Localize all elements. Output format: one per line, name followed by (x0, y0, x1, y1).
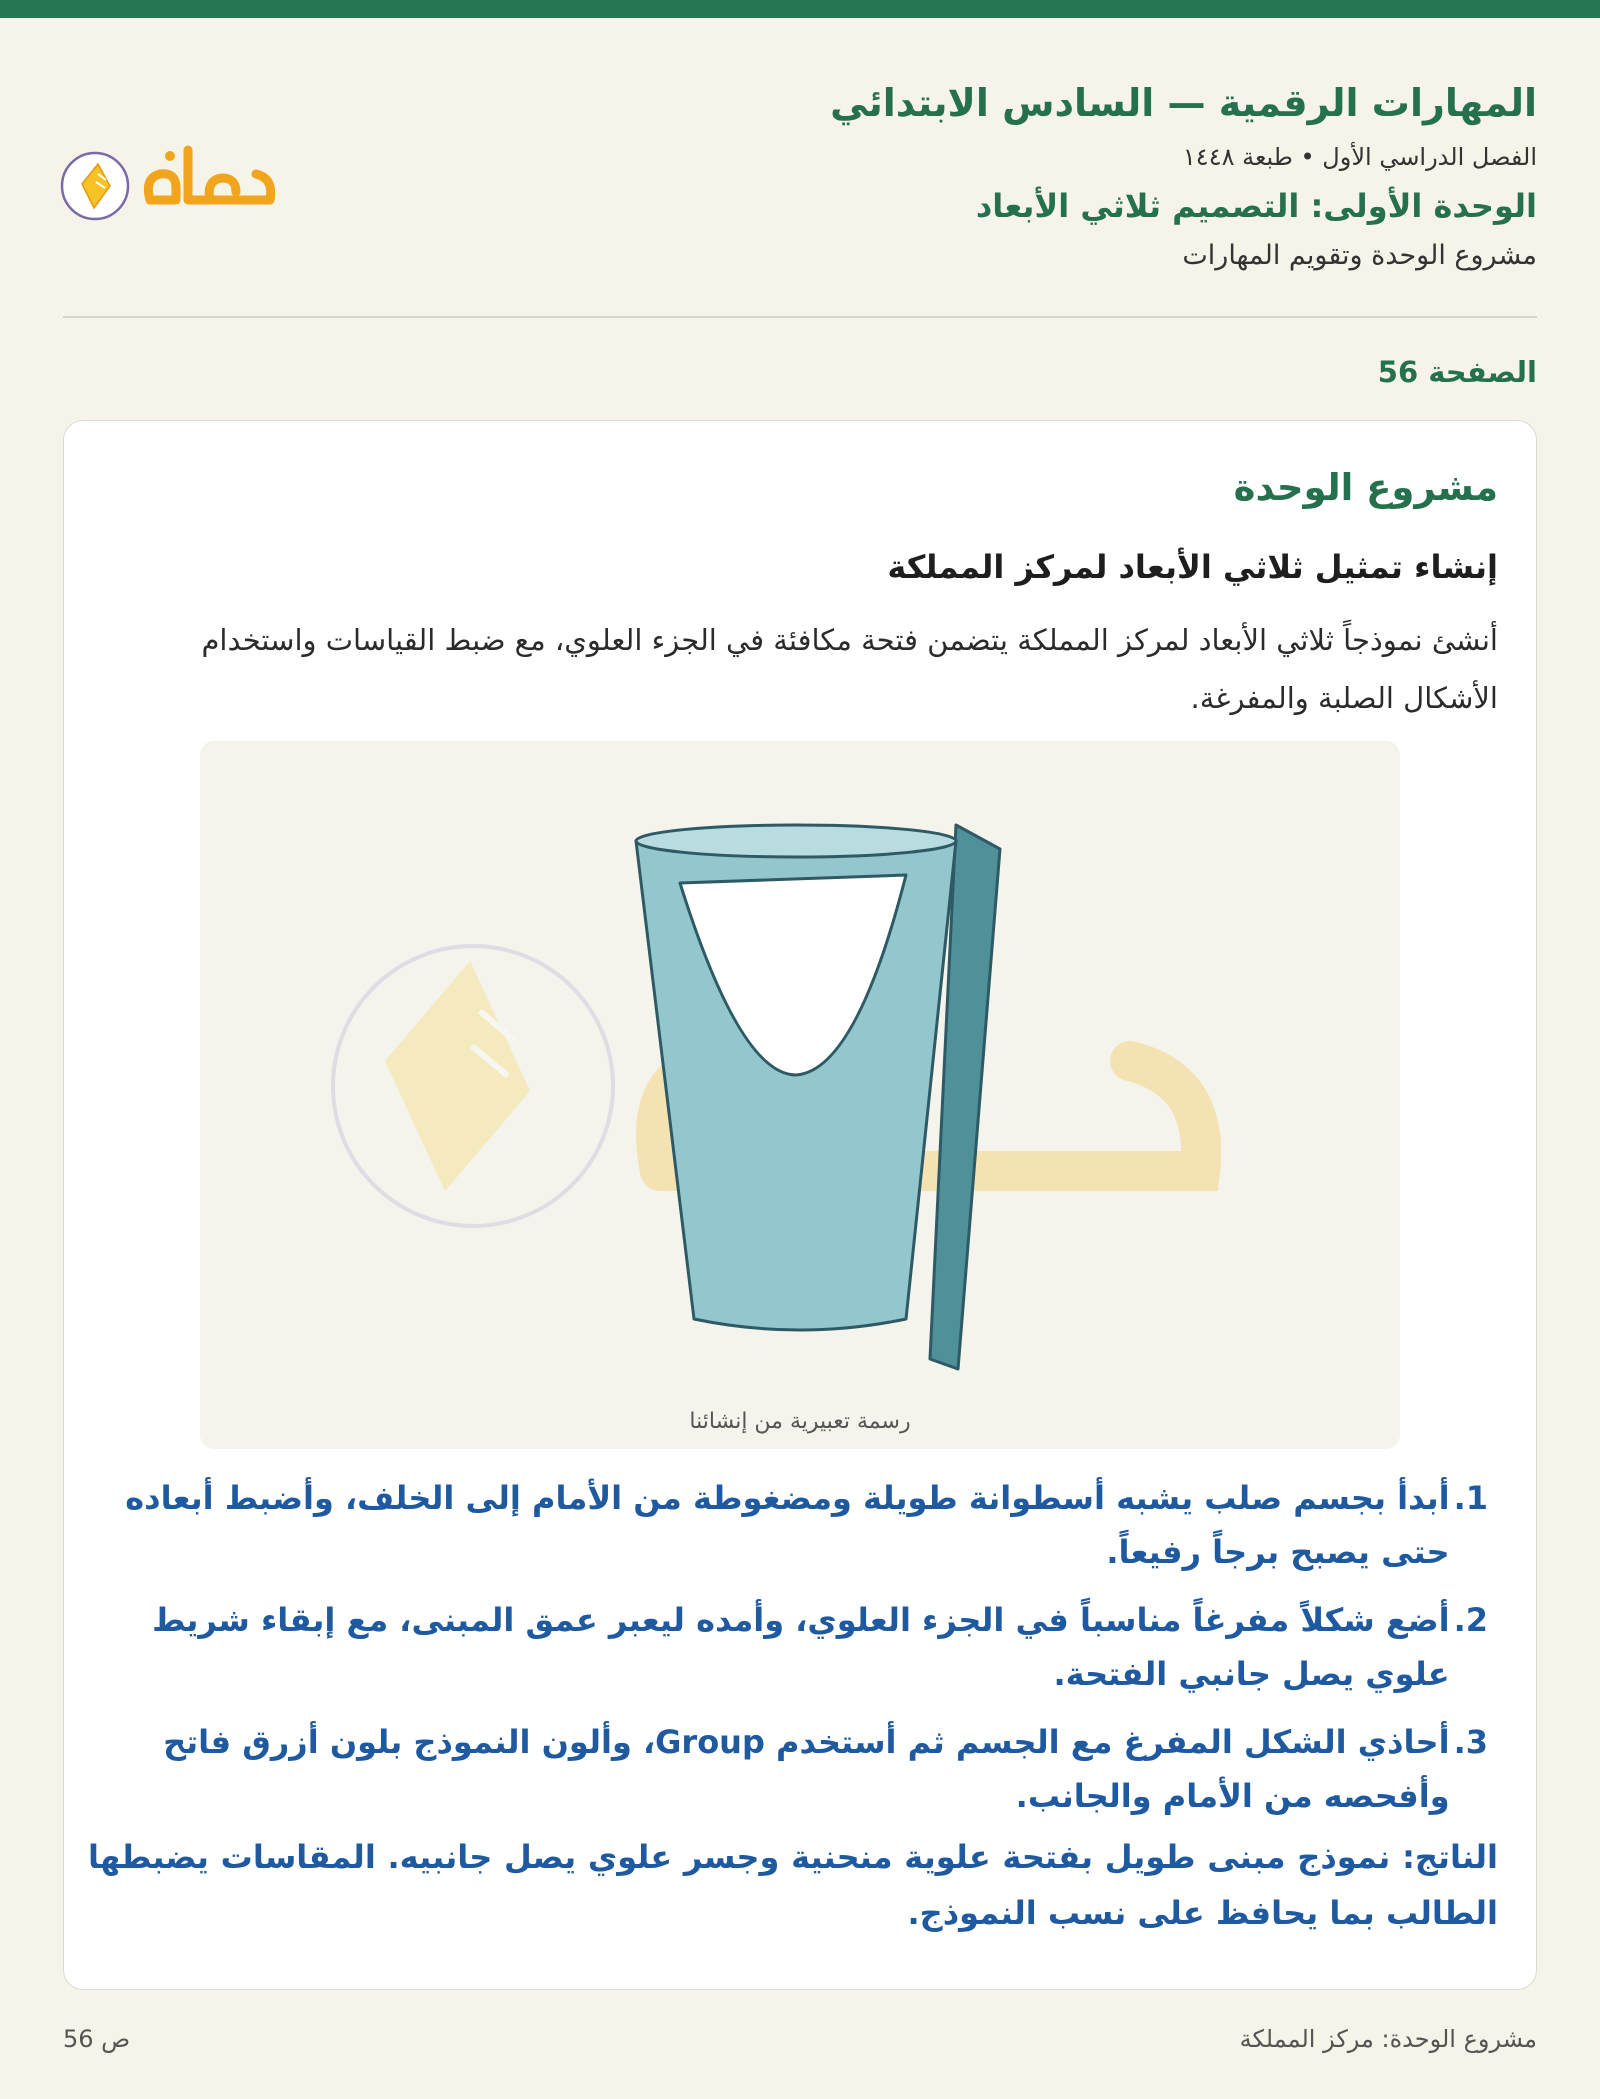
list-item (78, 1471, 1498, 1579)
section-title: مشروع الوحدة (1233, 466, 1498, 509)
tower-illustration (200, 741, 1400, 1449)
unit-subtitle: مشروع الوحدة وتقويم المهارات (1182, 240, 1537, 271)
book-title: المهارات الرقمية — السادس الابتدائي (830, 81, 1537, 125)
intro-paragraph: أنشئ نموذجاً ثلاثي الأبعاد لمركز المملكة يتضمن فتحة مكافئة في الجزء العلوي، مع ضبط القياسات واستخدام الأشكال الصلبة والمفرغة. (201, 623, 1498, 715)
page-header (437, 78, 1537, 274)
hulul-logo (60, 128, 280, 228)
header-divider (63, 316, 1537, 318)
step-text: أبدأ بجسم صلب يشبه أسطوانة طويلة ومضغوطة من الأمام إلى الخلف، وأضبط أبعاده حتى يصبح برجاً رفيعاً. (125, 1479, 1450, 1571)
list-item (78, 1715, 1498, 1823)
top-accent-bar (0, 0, 1600, 18)
figure-caption: رسمة تعبيرية من إنشائنا (689, 1409, 911, 1434)
step-text: أضع شكلاً مفرغاً مناسباً في الجزء العلوي، وأمده ليعبر عمق المبنى، مع إبقاء شريط علوي يصل جانبي الفتحة. (152, 1601, 1450, 1693)
unit-title: الوحدة الأولى: التصميم ثلاثي الأبعاد (975, 187, 1537, 225)
step-number: 2. (1453, 1601, 1488, 1639)
edition-line: الفصل الدراسي الأول • طبعة ١٤٤٨ (1182, 143, 1537, 171)
lesson-title: إنشاء تمثيل ثلاثي الأبعاد لمركز المملكة (887, 548, 1498, 586)
step-number: 1. (1453, 1479, 1488, 1517)
result-paragraph: الناتج: نموذج مبنى طويل بفتحة علوية منحنية وجسر علوي يصل جانبيه. المقاسات يضبطها الطالب بما يحافظ على نسب النموذج. (88, 1838, 1498, 1932)
step-text: أحاذي الشكل المفرغ مع الجسم ثم أستخدم Group، وألون النموذج بلون أزرق فاتح وأفحصه من الأمام والجانب. (163, 1723, 1450, 1815)
tower-model (636, 825, 1000, 1369)
footer-page-number: ص 56 (63, 2025, 131, 2053)
step-number: 3. (1453, 1723, 1488, 1761)
page-label: الصفحة 56 (1377, 355, 1537, 389)
steps-list (78, 1471, 1498, 1837)
footer-project-label: مشروع الوحدة: مركز المملكة (1239, 2025, 1537, 2053)
content-card (63, 420, 1537, 1990)
list-item (78, 1593, 1498, 1701)
